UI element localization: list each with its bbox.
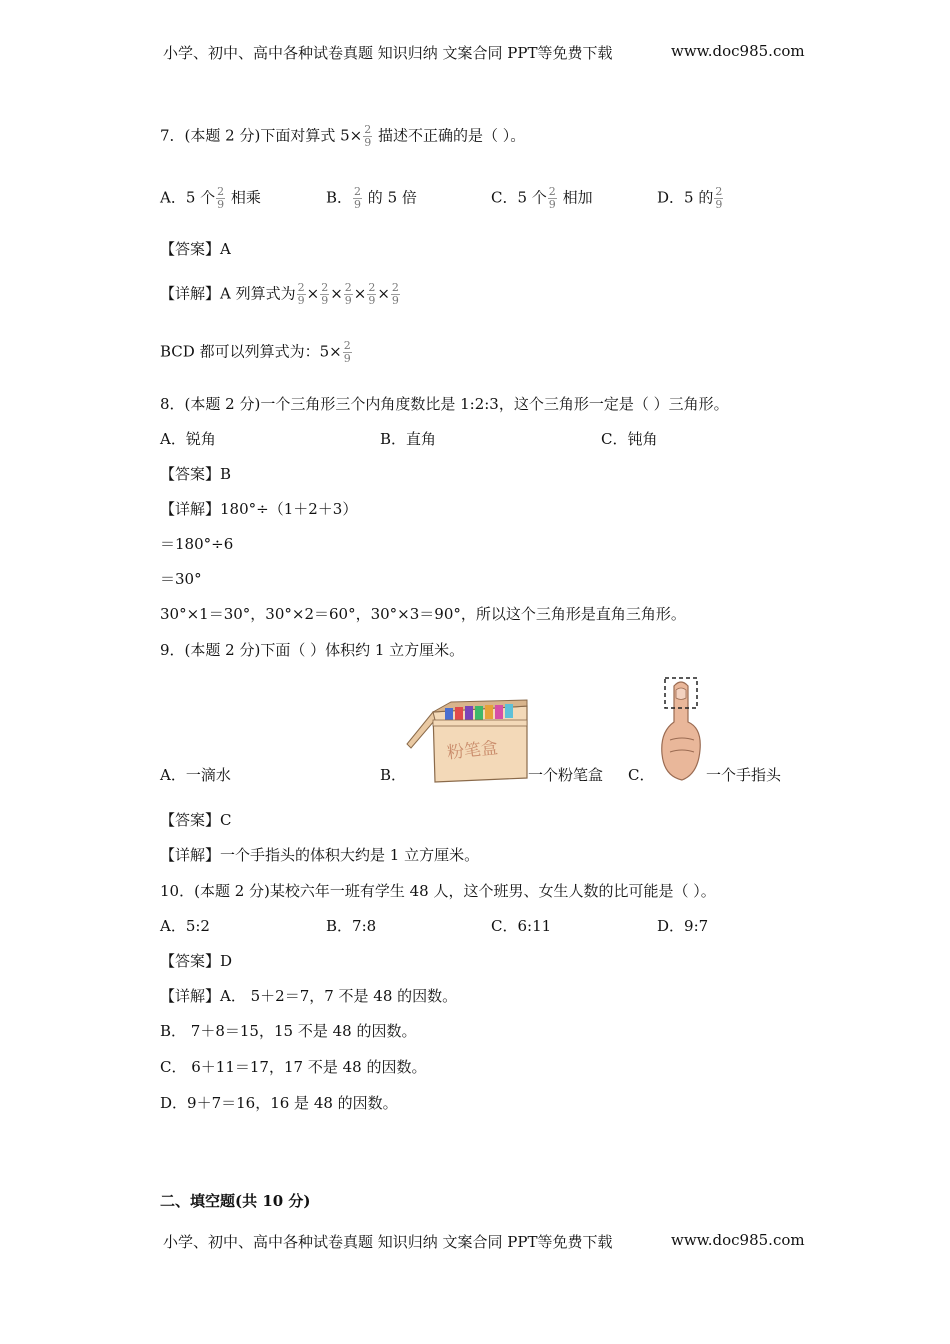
q8-stem: 8．(本题 2 分)一个三角形三个内角度数比是 1:2:3，这个三角形一定是（ ）三角形。: [160, 395, 729, 413]
q7-option-c: C．5 个 $\frac{2}{9}$ 相加: [491, 185, 593, 211]
q8-option-c: C．钝角: [601, 430, 658, 448]
q7-stem: [160, 124, 525, 149]
fraction: $\frac{2}{9}$: [548, 185, 556, 211]
q9-option-c-label: 一个手指头: [706, 766, 782, 784]
page-footer: [163, 1231, 805, 1252]
fraction: $\frac{2}{9}$: [297, 281, 305, 307]
q8-detail-1: 【详解】180°÷（1＋2＋3）: [160, 500, 358, 518]
fraction: $\frac{2}{9}$: [368, 281, 376, 307]
q9-stem: 9．(本题 2 分)下面（ ）体积约 1 立方厘米。: [160, 641, 465, 659]
q10-detail-3: C． 6＋11＝17，17 不是 48 的因数。: [160, 1058, 427, 1076]
q7-bcd: BCD 都可以列算式为：5× $\frac{2}{9}$: [160, 339, 351, 365]
header-text: 小学、初中、高中各种试卷真题 知识归纳 文案合同 PPT等免费下载: [163, 44, 613, 62]
q8-detail-2: ＝180°÷6: [160, 535, 234, 553]
fraction: $\frac{2}{9}$: [321, 281, 329, 307]
q9-option-b: B．: [380, 766, 407, 784]
q7-detail: 【详解】A 列算式为 $\frac{2}{9}$ × $\frac{2}{9}$ × $\frac{2}{9}$ × $\frac{2}{9}$ × $\frac{2}{9}$: [160, 281, 399, 307]
q9-answer: 【答案】C: [160, 811, 232, 829]
q10-stem: 10．(本题 2 分)某校六年一班有学生 48 人，这个班男、女生人数的比可能是（ ）。: [160, 882, 716, 900]
q9-option-b-label: 一个粉笔盒: [528, 766, 604, 784]
fraction: $\frac{2}{9}$: [343, 339, 351, 365]
q10-option-d: D．9:7: [657, 917, 709, 935]
q8-answer: 【答案】B: [160, 465, 232, 483]
fraction: $\frac{2}{9}$: [715, 185, 723, 211]
footer-text: 小学、初中、高中各种试卷真题 知识归纳 文案合同 PPT等免费下载: [163, 1233, 613, 1251]
q10-option-c: C．6:11: [491, 917, 552, 935]
q10-option-a: A．5:2: [160, 917, 210, 935]
q8-option-a: A．锐角: [160, 430, 216, 448]
fraction: $\frac{2}{9}$: [391, 281, 399, 307]
q10-detail-2: B． 7＋8＝15，15 不是 48 的因数。: [160, 1022, 417, 1040]
q10-option-b: B．7:8: [326, 917, 377, 935]
fraction: $\frac{2}{9}$: [364, 123, 372, 149]
q7-stem-text-2: 描述不正确的是（ ）。: [373, 126, 526, 145]
q7-stem-text: 7．(本题 2 分)下面对算式 5×: [160, 126, 363, 145]
fraction: $\frac{2}{9}$: [217, 185, 225, 211]
thumb-image: [658, 676, 704, 786]
q10-answer: 【答案】D: [160, 952, 233, 970]
q7-option-d: D．5 的 $\frac{2}{9}$: [657, 185, 723, 211]
chalk-box-image: [405, 698, 530, 784]
q9-option-a: A．一滴水: [160, 766, 231, 784]
q9-detail: 【详解】一个手指头的体积大约是 1 立方厘米。: [160, 846, 480, 864]
q7-answer: 【答案】A: [160, 240, 231, 258]
q7-option-b: B． $\frac{2}{9}$ 的 5 倍: [326, 185, 417, 211]
q10-detail-4: D．9＋7＝16，16 是 48 的因数。: [160, 1094, 398, 1112]
q8-detail-4: 30°×1＝30°，30°×2＝60°，30°×3＝90°，所以这个三角形是直角三角形。: [160, 605, 686, 623]
header-url: www.doc985.com: [671, 42, 805, 60]
q8-option-b: B．直角: [380, 430, 437, 448]
page-header: [163, 42, 805, 63]
q8-detail-3: ＝30°: [160, 570, 202, 588]
fraction: $\frac{2}{9}$: [354, 185, 362, 211]
q10-detail-1: 【详解】A． 5＋2＝7，7 不是 48 的因数。: [160, 987, 458, 1005]
section-title: 二、填空题(共 10 分): [160, 1192, 311, 1210]
fraction: $\frac{2}{9}$: [344, 281, 352, 307]
footer-url: www.doc985.com: [671, 1231, 805, 1249]
chalk-box-label: 粉笔盒: [446, 738, 499, 764]
q9-option-c: C．: [628, 766, 655, 784]
q7-option-a: A．5 个 $\frac{2}{9}$ 相乘: [160, 185, 261, 211]
